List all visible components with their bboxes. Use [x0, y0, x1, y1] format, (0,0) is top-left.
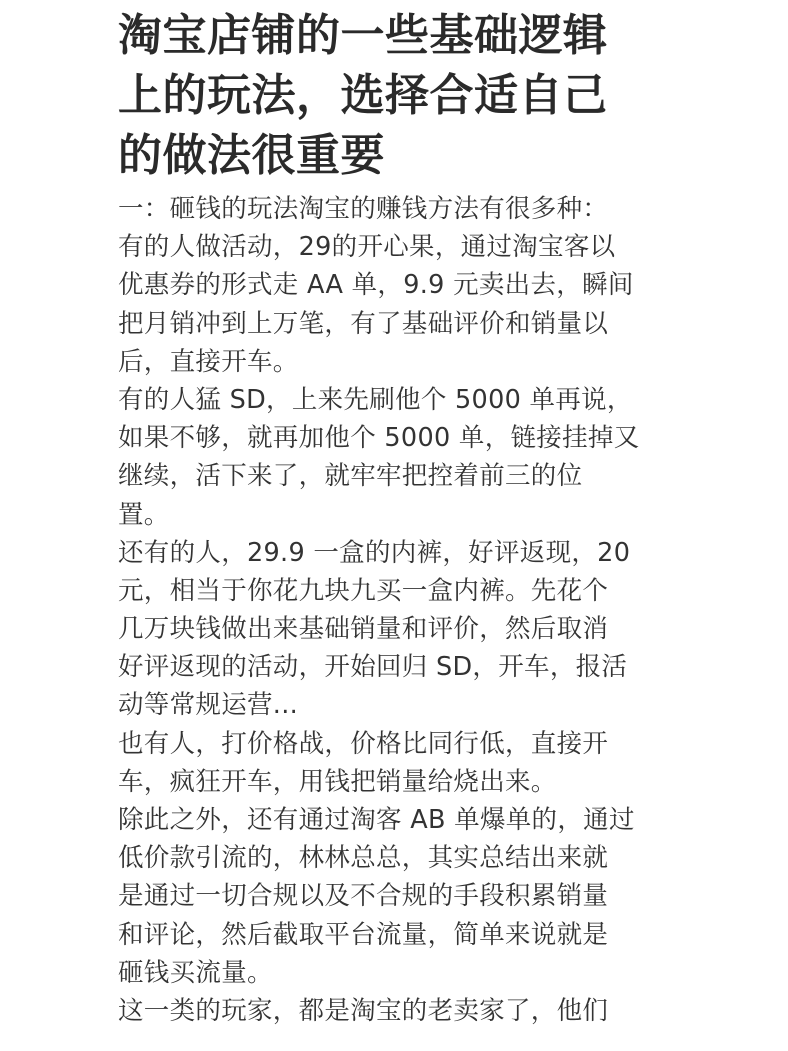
- body-line: 一：砸钱的玩法淘宝的赚钱方法有很多种：: [118, 194, 609, 224]
- article: [118, 0, 678, 1030]
- body-line: 动等常规运营...: [118, 690, 299, 721]
- body-line: 有的人做活动，29的开心果，通过淘宝客以: [118, 232, 616, 263]
- body-line: 有的人猛 SD，上来先刷他个 5000 单再说，: [118, 384, 633, 415]
- body-line: 这一类的玩家，都是淘宝的老卖家了，他们: [118, 995, 609, 1026]
- body-line: 几万块钱做出来基础销量和评价，然后取消: [118, 614, 609, 645]
- body-line: 是通过一切合规以及不合规的手段积累销量: [118, 881, 609, 912]
- title-line: 淘宝店铺的一些基础逻辑: [118, 10, 608, 61]
- title-line: 上的玩法，选择合适自己: [118, 70, 608, 121]
- body-line: 置。: [118, 499, 170, 530]
- body-line: 把月销冲到上万笔，有了基础评价和销量以: [118, 308, 609, 339]
- body-line: 除此之外，还有通过淘客 AB 单爆单的，通过: [118, 805, 635, 835]
- body-line: 优惠券的形式走 AA 单，9.9 元卖出去，瞬间: [118, 270, 634, 301]
- body-line: 还有的人，29.9 一盒的内裤，好评返现，20: [118, 537, 631, 568]
- article-title: [118, 0, 678, 186]
- article-body: [118, 190, 678, 1030]
- body-line: 后，直接开车。: [118, 346, 299, 377]
- body-line: 元，相当于你花九块九买一盒内裤。先花个: [118, 575, 609, 606]
- title-line: 的做法很重要: [118, 130, 385, 181]
- body-line: 和评论，然后截取平台流量，简单来说就是: [118, 919, 609, 950]
- body-line: 低价款引流的，林林总总，其实总结出来就: [118, 843, 609, 874]
- body-line: 砸钱买流量。: [118, 957, 273, 988]
- body-line: 如果不够，就再加他个 5000 单，链接挂掉又: [118, 423, 640, 454]
- body-line: 也有人，打价格战，价格比同行低，直接开: [118, 728, 609, 759]
- body-line: 车，疯狂开车，用钱把销量给烧出来。: [118, 766, 557, 797]
- body-line: 好评返现的活动，开始回归 SD，开车，报活: [118, 652, 628, 683]
- body-line: 继续，活下来了，就牢牢把控着前三的位: [118, 461, 583, 492]
